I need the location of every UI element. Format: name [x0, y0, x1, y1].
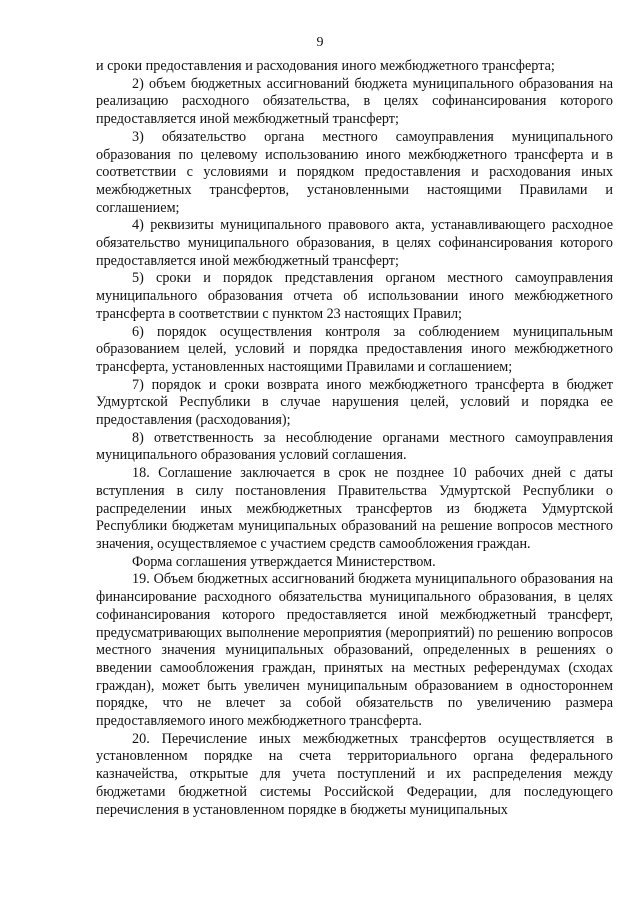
paragraph-item-4: 4) реквизиты муниципального правового акта, устанавливающего расходное обязательство муниципального образования, в целях софинансирования которого предоставляется иной межбюджетный трансферт; — [96, 217, 613, 269]
paragraph-item-3: 3) обязательство органа местного самоуправления муниципального образования по целевому использованию иного межбюджетного трансферта и в соответствии с условиями и порядком предоставления и расходования иных межбюджетных трансфертов, установленными настоящими Правилами и соглашением; — [96, 128, 613, 216]
paragraph-item-2: 2) объем бюджетных ассигнований бюджета муниципального образования на реализацию расходного обязательства, в целях софинансирования которого предоставляется иной межбюджетный трансферт; — [96, 75, 613, 128]
paragraph-item-5: 5) сроки и порядок представления органом местного самоуправления муниципального образования отчета об использовании иного межбюджетного трансферта в соответствии с пунктом 23 настоящих Правил; — [96, 270, 613, 322]
document-body — [96, 58, 613, 819]
paragraph-item-6: 6) порядок осуществления контроля за соблюдением муниципальным образованием целей, условий и порядка предоставления иного межбюджетного трансферта, установленных настоящими Правилами и соглашением; — [96, 323, 613, 375]
paragraph-item-7: 7) порядок и сроки возврата иного межбюджетного трансферта в бюджет Удмуртской Республики в случае нарушения целей, условий и порядка ее предоставления (расходования); — [96, 376, 613, 429]
paragraph-clause-19: 19. Объем бюджетных ассигнований бюджета муниципального образования на финансирование расходного обязательства муниципального образования, в целях софинансирования которого предоставляется иной межбюджетный трансферт, предусматривающих выполнение мероприятия (мероприятий) по решению вопросов местного значения муниципальных образований, определенных в решениях о введении самообложения граждан, принятых на местных референдумах (сходах граждан), может быть увеличен муниципальным образованием в одностороннем порядке, что не влечет за собой обязательств по увеличению размера предоставляемого иного межбюджетного трансферта. — [96, 571, 613, 730]
paragraph-continuation: и сроки предоставления и расходования иного межбюджетного трансферта; — [96, 58, 555, 74]
page-number: 9 — [316, 35, 324, 50]
paragraph-clause-20: 20. Перечисление иных межбюджетных трансфертов осуществляется в установленном порядке на счета территориального органа федерального казначейства, открытые для учета поступлений и их распределения между бюджетами бюджетной системы Российской Федерации, для последующего перечисления в установленном порядке в бюджеты муниципальных — [96, 730, 613, 818]
paragraph-clause-18: 18. Соглашение заключается в срок не позднее 10 рабочих дней с даты вступления в силу постановления Правительства Удмуртской Республики о распределении иных межбюджетных трансфертов из бюджета Удмуртской Республики бюджетам муниципальных образований на решение вопросов местного значения, осуществляемое с участием средств самообложения граждан. — [96, 465, 613, 552]
paragraph-item-8: 8) ответственность за несоблюдение органами местного самоуправления муниципального образования условий соглашения. — [96, 429, 613, 464]
paragraph-agreement-form: Форма соглашения утверждается Министерством. — [132, 553, 436, 570]
